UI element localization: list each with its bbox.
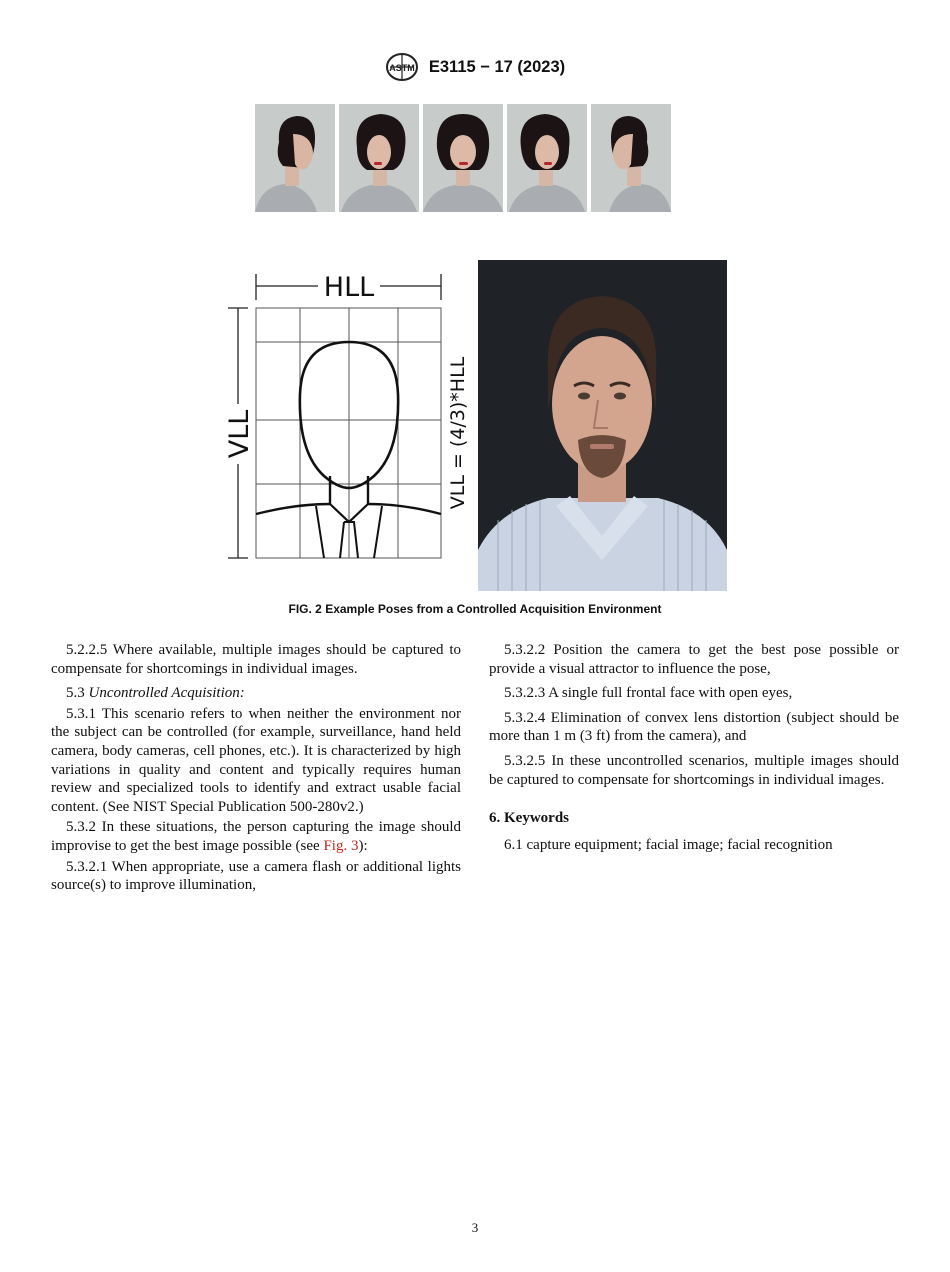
paragraph-5-3-2-2: 5.3.2.2 Position the camera to get the best pose possible or provide a visual attractor to influence the pose, [489,642,899,677]
figure-caption: FIG. 2 Example Poses from a Controlled Acquisition Environment [288,602,662,616]
pose-strip [255,104,673,212]
three-quarter-left-face-icon [339,104,419,212]
hll-label: HLL [323,272,375,303]
three-quarter-right-face-icon [507,104,587,212]
head-shoulders-diagram [220,268,470,564]
vll-label: VLL [224,409,255,459]
svg-text:ASTM: ASTM [389,63,415,73]
profile-left-face-icon [255,104,335,212]
page-header [0,52,950,87]
right-column [489,641,899,856]
document-designation: E3115 − 17 (2023) [428,57,566,76]
ratio-label: VLL = (4/3)*HLL [447,356,469,510]
frontal-face-icon [423,104,503,212]
left-column [51,641,461,897]
paragraph-5-3-2 [51,818,461,855]
paragraph-5-3-2-3: 5.3.2.3 A single full frontal face with open eyes, [504,685,793,702]
profile-right-face-icon [591,104,671,212]
paragraph-5-2-2-5: 5.2.2.5 Where available, multiple images should be captured to compensate for shortcomings in individual images. [51,642,461,677]
paragraph-5-3-2-5: 5.3.2.5 In these uncontrolled scenarios, multiple images should be captured to compensate for shortcomings in individual images. [489,752,899,788]
paragraph-5-3-1: 5.3.1 This scenario refers to when neither the environment nor the subject can be controlled (for example, surveillance, hand held camera, body cameras, cell phones, etc.). It is characterized by high variations in quality and content and typically requires human review and specialized tools to identify and extract usable facial content. (See NIST Special Publication 500-280v2.) [51,705,461,815]
paragraph-6-1: 6.1 capture equipment; facial image; facial recognition [504,836,833,853]
section-5-3-heading [51,684,461,703]
frontal-portrait-photo [478,260,727,591]
paragraph-5-3-2-1: 5.3.2.1 When appropriate, use a camera flash or additional lights source(s) to improve illumination, [51,858,461,894]
section-number: 5.3 [66,685,85,702]
paragraph-5-3-2-4: 5.3.2.4 Elimination of convex lens distortion (subject should be more than 1 m (3 ft) from the camera), and [489,709,899,745]
keywords-heading: 6. Keywords [489,810,569,827]
paragraph-text-end: ): [358,837,368,854]
astm-logo-icon [385,52,419,82]
section-title: Uncontrolled Acquisition: [88,685,245,702]
page-number: 3 [471,1220,479,1235]
fig-3-link[interactable]: Fig. 3 [323,837,359,854]
paragraph-text: 5.3.2 In these situations, the person capturing the image should improvise to get the best image possible (see [51,819,461,854]
